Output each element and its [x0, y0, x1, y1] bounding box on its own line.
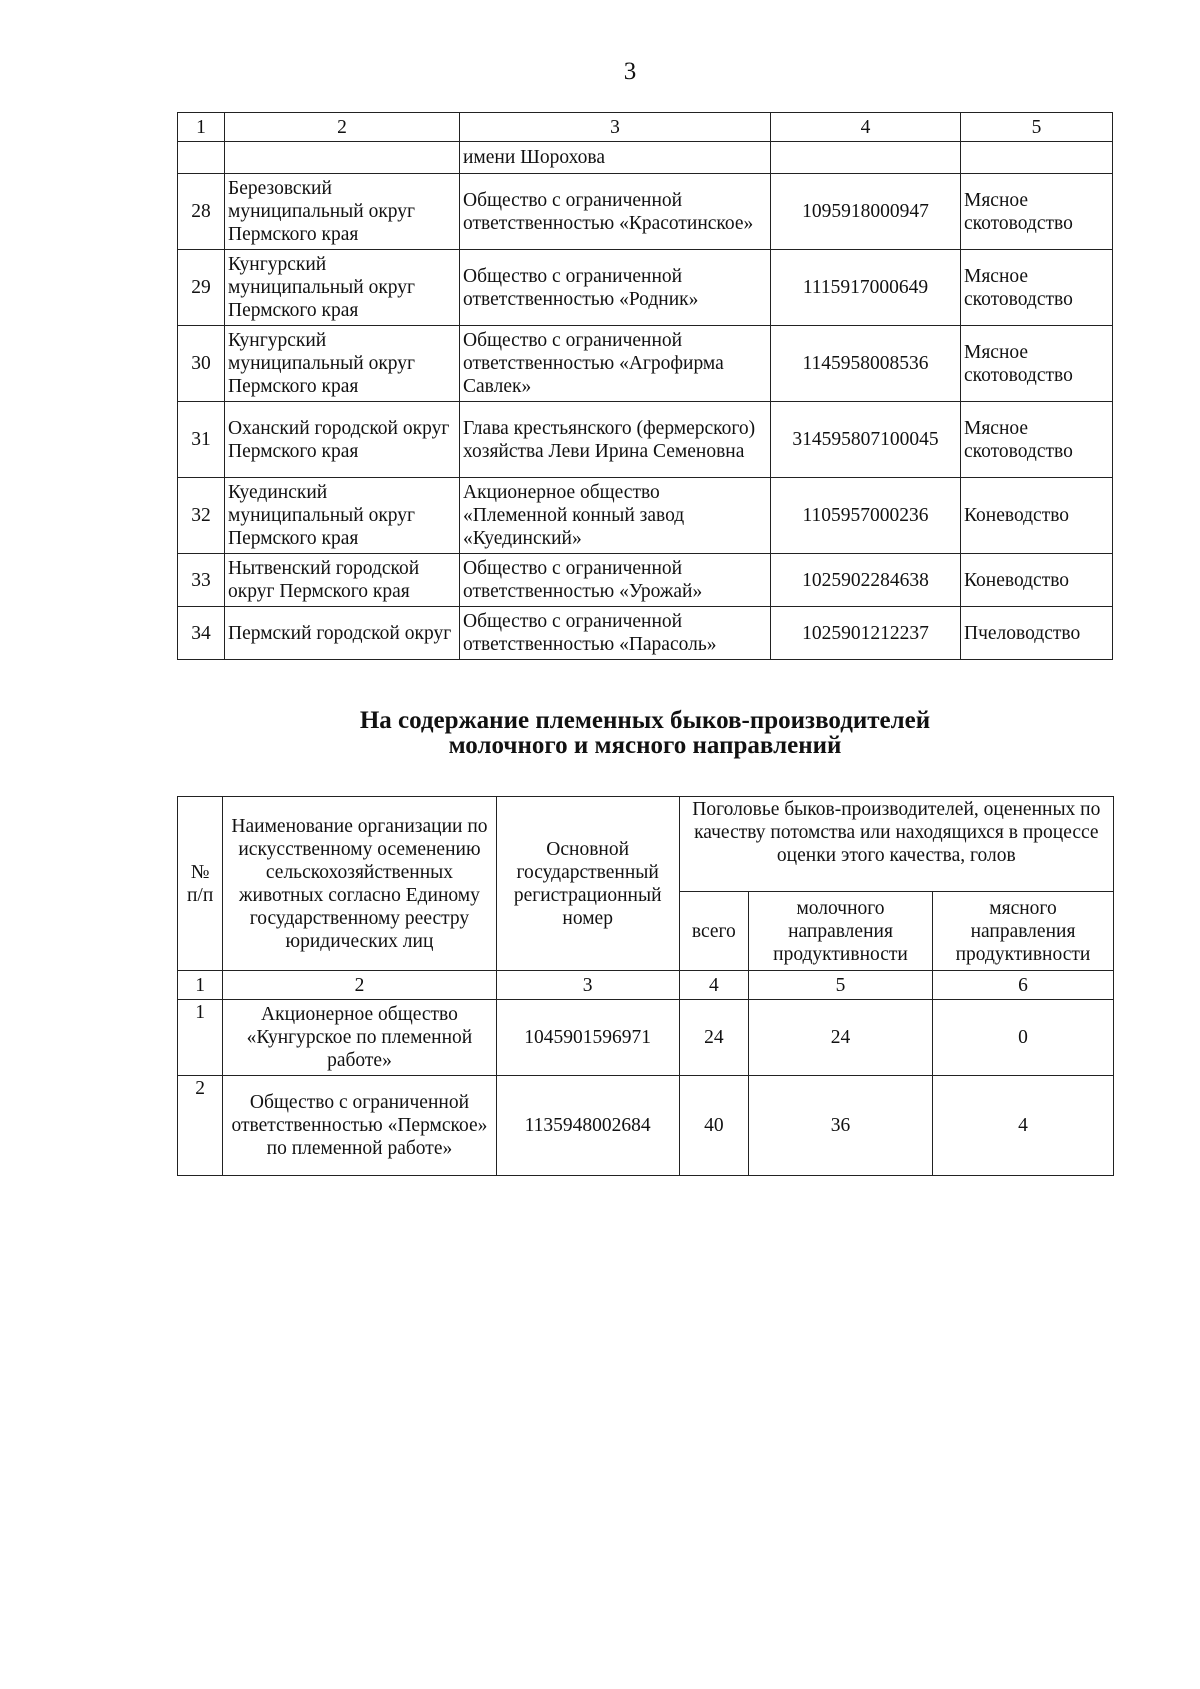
column-number: 4	[771, 113, 961, 142]
row-number: 31	[178, 402, 225, 478]
org-name: Общество с ограниченной ответственностью «Агрофирма Савлек»	[460, 326, 771, 402]
org-name: Общество с ограниченной ответственностью «Родник»	[460, 250, 771, 326]
header-total: всего	[679, 892, 748, 971]
section-title-line: молочного и мясного направлений	[448, 732, 842, 759]
column-number: 1	[178, 113, 225, 142]
org-name: Общество с ограниченной ответственностью «Парасоль»	[460, 607, 771, 660]
row-number: 34	[178, 607, 225, 660]
column-number: 5	[749, 971, 933, 1000]
header-meat: мясного направления продуктивности	[932, 892, 1113, 971]
district-name: Пермский городской округ	[225, 607, 460, 660]
activity: Мясное скотоводство	[961, 326, 1113, 402]
column-number: 3	[496, 971, 679, 1000]
ogrn: 1095918000947	[771, 174, 961, 250]
table-header-row	[178, 797, 1114, 892]
column-number: 2	[223, 971, 496, 1000]
table-row	[178, 326, 1113, 402]
activity: Коневодство	[961, 478, 1113, 554]
ogrn: 1025902284638	[771, 554, 961, 607]
activity: Мясное скотоводство	[961, 402, 1113, 478]
meat-count: 0	[932, 1000, 1113, 1076]
table-row	[178, 1000, 1114, 1076]
table-row	[178, 554, 1113, 607]
table-row	[178, 142, 1113, 174]
table-row	[178, 174, 1113, 250]
row-number: 2	[178, 1076, 223, 1176]
row-number: 32	[178, 478, 225, 554]
meat-count: 4	[932, 1076, 1113, 1176]
dairy-count: 36	[749, 1076, 933, 1176]
table-cell	[961, 142, 1113, 174]
header-ogrn: Основной государственный регистрационный номер	[496, 797, 679, 971]
activity: Мясное скотоводство	[961, 250, 1113, 326]
ogrn: 1045901596971	[496, 1000, 679, 1076]
column-number: 3	[460, 113, 771, 142]
activity: Мясное скотоводство	[961, 174, 1113, 250]
row-number: 29	[178, 250, 225, 326]
table-cell	[771, 142, 961, 174]
activity: Пчеловодство	[961, 607, 1113, 660]
column-number: 5	[961, 113, 1113, 142]
table-header-row	[178, 113, 1113, 142]
header-bulls-count: Поголовье быков-производителей, оцененных по качеству потомства или находящихся в процессе оценки этого качества, голов	[679, 797, 1113, 892]
district-name: Кунгурский муниципальный округ Пермского края	[225, 250, 460, 326]
row-number: 1	[178, 1000, 223, 1076]
table-cell	[178, 142, 225, 174]
org-name: Акционерное общество «Племенной конный завод «Куединский»	[460, 478, 771, 554]
table-row	[178, 478, 1113, 554]
header-dairy: молочного направления продуктивности	[749, 892, 933, 971]
table-row	[178, 402, 1113, 478]
table-row	[178, 250, 1113, 326]
row-number: 33	[178, 554, 225, 607]
org-name: Общество с ограниченной ответственностью «Красотинское»	[460, 174, 771, 250]
section-title	[177, 708, 1113, 758]
district-name: Оханский городской округ Пермского края	[225, 402, 460, 478]
org-name: Акционерное общество «Кунгурское по племенной работе»	[223, 1000, 496, 1076]
ogrn: 1115917000649	[771, 250, 961, 326]
header-number: № п/п	[178, 797, 223, 971]
org-name: Глава крестьянского (фермерского) хозяйства Леви Ирина Семеновна	[460, 402, 771, 478]
org-name: Общество с ограниченной ответственностью «Пермское» по племенной работе»	[223, 1076, 496, 1176]
column-number: 1	[178, 971, 223, 1000]
header-org-name: Наименование организации по искусственному осеменению сельскохозяйственных животных согласно Единому государственному реестру юридических лиц	[223, 797, 496, 971]
ogrn: 1135948002684	[496, 1076, 679, 1176]
ogrn: 1105957000236	[771, 478, 961, 554]
table-row	[178, 1076, 1114, 1176]
district-name: Березовский муниципальный округ Пермского края	[225, 174, 460, 250]
row-number: 28	[178, 174, 225, 250]
district-name: Кунгурский муниципальный округ Пермского края	[225, 326, 460, 402]
organizations-table	[177, 112, 1113, 660]
dairy-count: 24	[749, 1000, 933, 1076]
activity: Коневодство	[961, 554, 1113, 607]
district-name: Куединский муниципальный округ Пермского края	[225, 478, 460, 554]
district-name: Нытвенский городской округ Пермского края	[225, 554, 460, 607]
column-number: 4	[679, 971, 748, 1000]
total-count: 40	[679, 1076, 748, 1176]
org-name: Общество с ограниченной ответственностью «Урожай»	[460, 554, 771, 607]
column-numbers-row	[178, 971, 1114, 1000]
section-title-line: На содержание племенных быков-производителей	[359, 707, 931, 734]
total-count: 24	[679, 1000, 748, 1076]
breeding-bulls-table	[177, 796, 1114, 1176]
org-name-continuation: имени Шорохова	[460, 142, 771, 174]
row-number: 30	[178, 326, 225, 402]
table-cell	[225, 142, 460, 174]
ogrn: 1145958008536	[771, 326, 961, 402]
column-number: 2	[225, 113, 460, 142]
table-row	[178, 607, 1113, 660]
page-number: 3	[623, 58, 637, 85]
ogrn: 314595807100045	[771, 402, 961, 478]
ogrn: 1025901212237	[771, 607, 961, 660]
column-number: 6	[932, 971, 1113, 1000]
